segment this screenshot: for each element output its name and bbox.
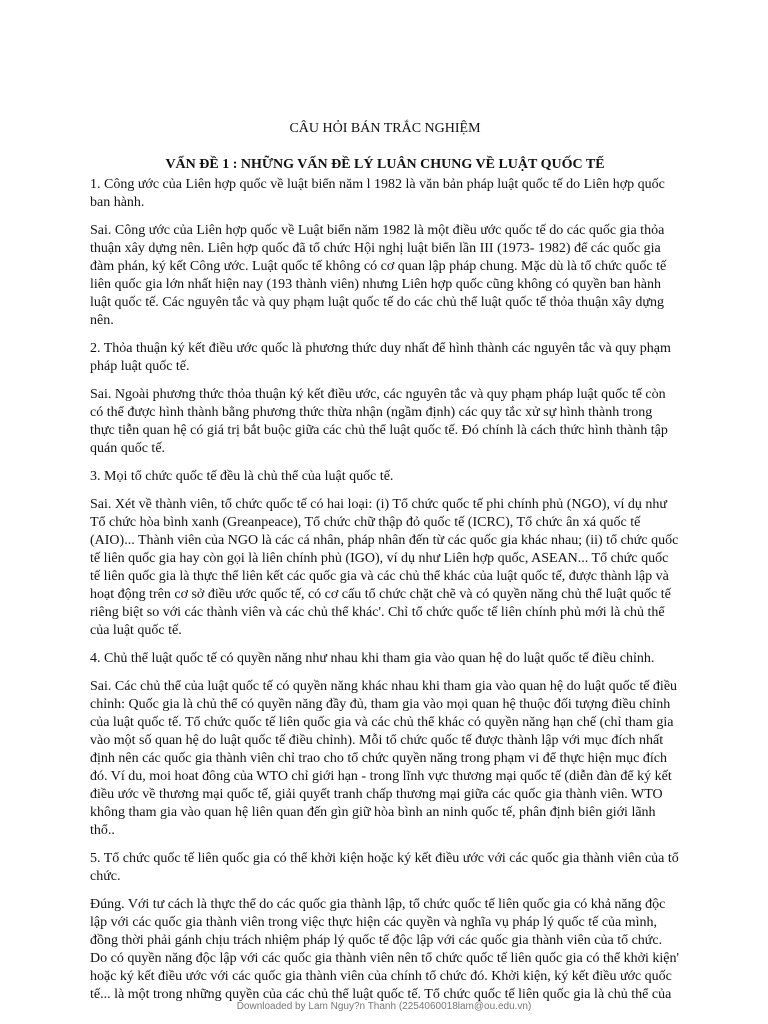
answer-2: Sai. Ngoài phương thức thỏa thuận ký kết điều ước, các nguyên tắc và quy phạm pháp luật quốc tế còn có thể được hình thành bằng phương thức thừa nhận (ngầm định) các quy tắc xử sự hình thành trong thực tiễn quan hệ có giá trị bắt buộc giữa các chủ thể luật quốc tế. Đó chính là cách thức hình thành tập quán quốc tế. <box>90 387 668 456</box>
question-3: 3. Mọi tổ chức quốc tế đều là chủ thể của luật quốc tế. <box>90 469 394 484</box>
answer-5: Đúng. Với tư cách là thực thể do các quốc gia thành lập, tổ chức quốc tế liên quốc gia có khả năng độc lập với các quốc gia thành viên trong việc thực hiện các quyền và nghĩa vụ pháp lý quốc tế của mình, đồng thời phải gánh chịu trách nhiệm pháp lý quốc tế độc lập với các quốc gia thành viên của tổ chức. Do có quyền năng độc lập với các quốc gia thành viên nên tổ chức quốc tế liên quốc gia có thể khởi kiện' hoặc ký kết điều ước với các quốc gia thành viên của chính tổ chức đó. Khởi kiện, ký kết điều ước quốc tế... là một trong những quyền của các chủ thể luật quốc tế. Tổ chức quốc tế liên quốc gia là chủ thể của <box>90 897 680 1002</box>
answer-3: Sai. Xét về thành viên, tổ chức quốc tế có hai loại: (i) Tổ chức quốc tế phi chính phủ (NGO), ví dụ như Tổ chức hòa bình xanh (Greanpeace), Tổ chức chữ thập đỏ quốc tế (ICRC), Tổ chức ân xá quốc tế (AIO)... Thành viên của NGO là các cá nhân, pháp nhân đến từ các quốc gia khác nhau; (ii) tổ chức quốc tế liên quốc gia hay còn gọi là liên chính phủ (IGO), ví dụ như Liên hợp quốc, ASEAN... Tổ chức quốc tế liên quốc gia là thực thể liên kết các quốc gia và các chủ thể khác của luật quốc tế, được thành lập và hoạt động trên cơ sở điều ước quốc tế, có cơ cấu tổ chức chặt chẽ và có quyền năng chủ thể luật quốc tế riêng biệt so với các thành viên và các chủ thể khác'. Chỉ tổ chức quốc tế liên chính phủ mới là chủ thể của luật quốc tế. <box>90 497 679 638</box>
answer-1: Sai. Công ước của Liên hợp quốc về Luật biển năm 1982 là một điều ước quốc tế do các quốc gia thỏa thuận xây dựng nên. Liên hợp quốc đã tổ chức Hội nghị luật biển lần III (1973- 1982) để các quốc gia đàm phán, ký kết Công ước. Luật quốc tế không có cơ quan lập pháp chung. Mặc dù là tổ chức quốc tế liên quốc gia lớn nhất hiện nay (193 thành viên) nhưng Liên hợp quốc cũng không có quyền ban hành luật quốc tế. Các nguyên tắc và quy phạm luật quốc tế do các chủ thể luật quốc tế thỏa thuận xây dựng nên. <box>90 223 667 328</box>
question-2: 2. Thỏa thuận ký kết điều ước quốc là phương thức duy nhất để hình thành các nguyên tắc và quy phạm pháp luật quốc tế. <box>90 341 671 374</box>
answer-4: Sai. Các chủ thể của luật quốc tế có quyền năng khác nhau khi tham gia vào quan hệ do luật quốc tế điều chỉnh: Quốc gia là chủ thể có quyền năng đầy đủ, tham gia vào mọi quan hệ thuộc đối tượng điều chỉnh của luật quốc tế. Tổ chức quốc tế liên quốc gia và các chủ thể khác có quyền năng hạn chế (chỉ tham gia vào một số quan hệ do luật quốc tế điều chỉnh). Mỗi tổ chức quốc tế được thành lập với mục đích nhất định nên các quốc gia thành viên chỉ trao cho tổ chức quyền năng trong phạm vi để thực hiện mục đích đó. Ví du, moi hoat đông của WTO chỉ giới hạn - trong lĩnh vực thương mại quốc tế (diễn đàn để ký kết điều ước về thương mại quốc tế, giải quyết tranh chấp thương mại giữa các quốc gia thành viên. WTO không tham gia vào quan hệ liên quan đến gìn giữ hòa bình an ninh quốc tế, phân định biên giới lãnh thổ.. <box>90 679 678 838</box>
section-heading: VẤN ĐỀ 1 : NHỮNG VẤN ĐỀ LÝ LUÂN CHUNG VỀ LUẬT QUỐC TẾ <box>165 157 605 172</box>
question-5: 5. Tổ chức quốc tế liên quốc gia có thể khởi kiện hoặc ký kết điều ước với các quốc gia thành viên của tổ chức. <box>90 851 679 884</box>
question-1: 1. Công ước của Liên hợp quốc về luật biển năm l 1982 là văn bản pháp luật quốc tế do Liên hợp quốc ban hành. <box>90 177 665 210</box>
download-footer: Downloaded by Lam Nguy?n Thanh (2254060018lam@ou.edu.vn) <box>236 1001 532 1012</box>
document-page <box>90 120 680 1014</box>
document-title: CÂU HỎI BÁN TRẮC NGHIỆM <box>289 121 481 136</box>
question-4: 4. Chủ thể luật quốc tế có quyền năng như nhau khi tham gia vào quan hệ do luật quốc tế điều chỉnh. <box>90 651 655 666</box>
